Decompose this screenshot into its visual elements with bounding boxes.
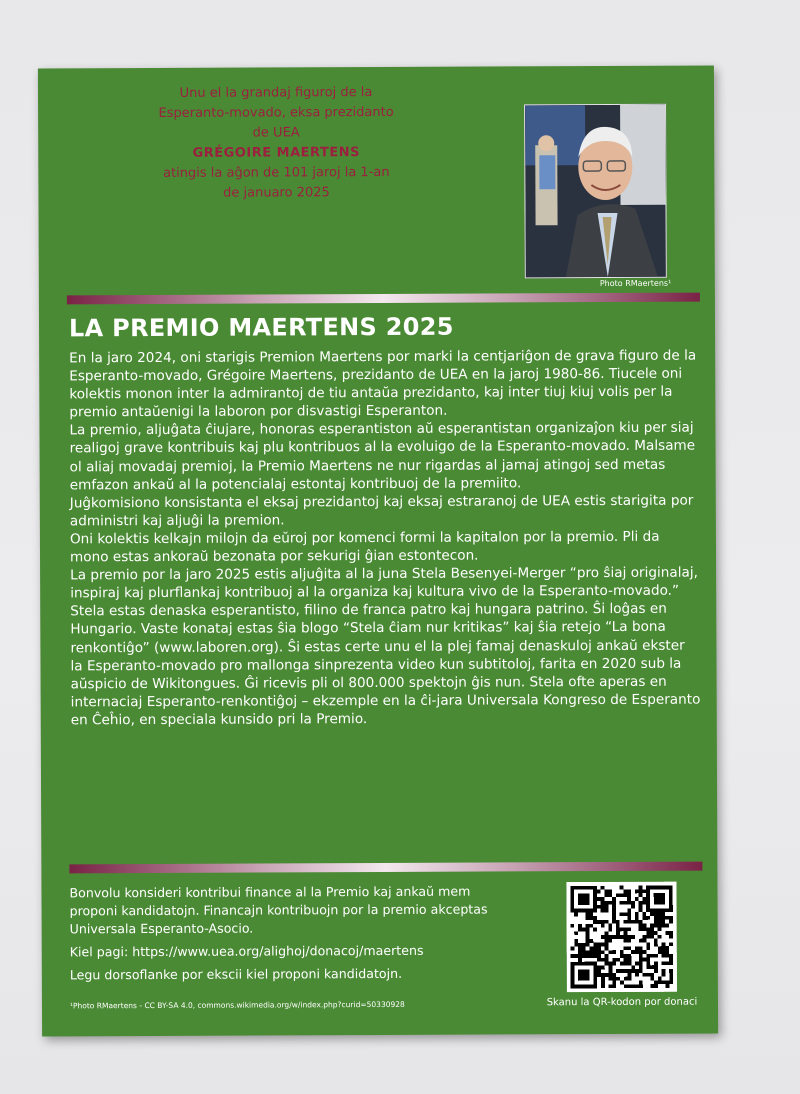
reverse-note: Legu dorsoflanke por ekscii kiel proponi kandidatojn. xyxy=(69,965,403,983)
qr-code[interactable] xyxy=(566,882,676,992)
header-line: de UEA xyxy=(252,125,300,141)
footnote: ¹Photo RMaertens - CC BY-SA 4.0, commons.wikimedia.org/w/index.php?curid=50330928 xyxy=(69,999,405,1011)
paragraph: La premio, aljuĝata ĉiujare, honoras esperantiston aŭ esperantistan organizaĵon kiu per siaj realigoj grave kontribuis kaj plu kontribuos al la evoluigo de la Esperanto-movado. Malsame ol aliaj movadaj premioj, la Premio Maertens ne nur rigardas al jamaj atingoj sed metas emfazon ankaŭ al la potencialaj estontaj kontribuoj de la premiito. xyxy=(69,419,696,494)
paragraph: Oni kolektis kelkajn milojn da eŭroj por komenci formi la kapitalon por la premio. Pli da mono estas ankoraŭ bezonata por sekurigi ĝian estontecon. xyxy=(69,528,660,566)
paragraph: Juĝkomisiono konsistanta el eksaj prezidantoj kaj eksaj estraranoj de UEA estis starigita por administri kaj aljuĝi la premion. xyxy=(69,492,694,530)
header-line: de januaro 2025 xyxy=(223,185,330,201)
qr-caption: Skanu la QR-kodon por donaci xyxy=(546,996,698,1009)
payment-link[interactable]: Kiel pagi: https://www.uea.org/alighoj/donacoj/maertens xyxy=(69,942,424,960)
flyer xyxy=(38,66,718,1037)
header-announcement xyxy=(56,82,497,204)
paragraph: En la jaro 2024, oni starigis Premion Maertens por marki la centjariĝon de grava figuro de la Esperanto-movado, Grégoire Maertens, prezidanto de UEA en la jaroj 1980-86. Tiucele oni kolektis monon inter la admirantoj de tiu antaŭa prezidanto, kaj inter tiuj kiuj volis per la premio antaŭenigi la laboron por disvastigi Esperanton. xyxy=(69,347,697,421)
photo-credit: Photo RMaertens¹ xyxy=(599,278,672,289)
paragraph: La premio por la jaro 2025 estis aljuĝita al la juna Stela Besenyei-Merger “pro ŝiaj originalaj, inspiraj kaj plurflankaj kontribuoj al la organiza kaj kultura vivo de la Esperanto-movado.” Stela estas denaska esperantisto, filino de franca patro kaj hungara patrino. Ŝi loĝas en Hungario. Vaste konataj estas ŝia blogo “Stela ĉiam nur kritikas” kaj ŝia retejo “La bona renkontiĝo” (www.laboren.org). Ŝi estas certe unu el la plej famaj denaskuloj ankaŭ ekster la Esperanto-movado pro mallonga sinprezenta video kun subtitoloj, farita en 2020 sub la aŭspicio de Wikitongues. Ĝi ricevis pli ol 800.000 spektojn ĝis nun. Stela ofte aperas en internaciaj Esperanto-renkontiĝoj – ekzemple en la ĉi-jara Universala Kongreso de Esperanto en Ĉeĥio, en speciala kunsido pri la Premio. xyxy=(70,564,701,729)
header-line: Esperanto-movado, eksa prezidanto xyxy=(158,104,394,121)
appeal-section xyxy=(69,882,509,989)
header-name: GRÉGOIRE MAERTENS xyxy=(192,145,360,161)
header-line: Unu el la grandaj figuroj de la xyxy=(179,85,373,101)
appeal-text: Bonvolu konsideri kontribui finance al la Premio kaj ankaŭ mem proponi kandidatojn. Financajn kontribuojn por la premio akceptas Universala Esperanto-Asocio. xyxy=(69,883,488,937)
article-body xyxy=(69,347,701,730)
header-line: atingis la aĝon de 101 jaroj la 1-an xyxy=(163,164,390,181)
portrait-photo xyxy=(524,104,667,279)
divider-bottom xyxy=(69,862,702,874)
divider-top xyxy=(67,293,700,305)
page-title: LA PREMIO MAERTENS 2025 xyxy=(68,312,454,343)
